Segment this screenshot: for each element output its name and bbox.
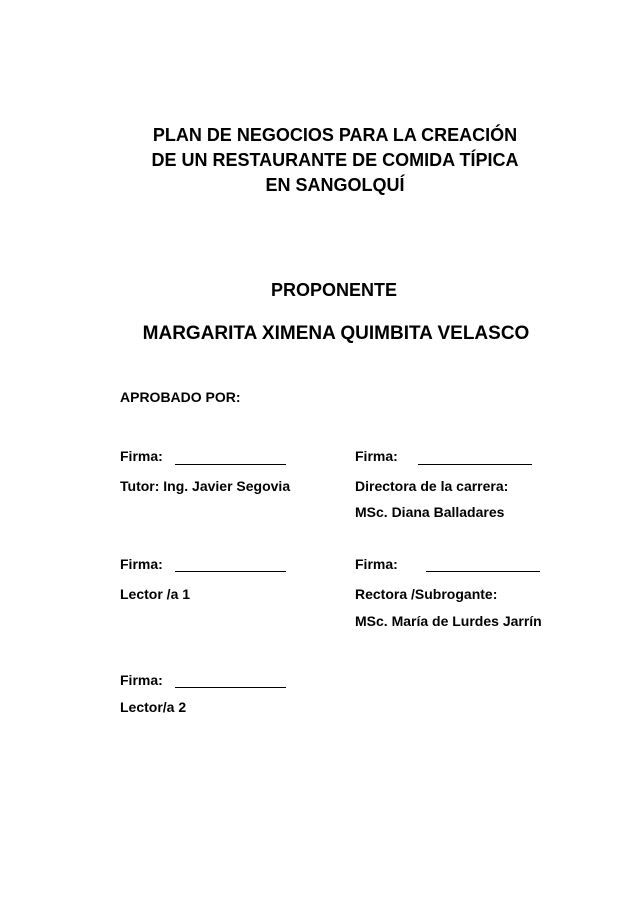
aprobado-por-label: APROBADO POR:: [120, 389, 241, 405]
signature-line-lector1: [175, 571, 286, 572]
signature-line-directora: [418, 464, 532, 465]
rectora-name: MSc. María de Lurdes Jarrín: [355, 613, 542, 629]
lector1-label: Lector /a 1: [120, 586, 191, 602]
signature-line-rectora: [426, 571, 540, 572]
firma-label-lector1: Firma:: [120, 556, 163, 572]
signature-line-tutor: [175, 464, 286, 465]
title-line-1: PLAN DE NEGOCIOS PARA LA CREACIÓN: [152, 125, 518, 145]
firma-label-rectora: Firma:: [355, 556, 398, 572]
firma-label-lector2: Firma:: [120, 672, 163, 688]
proponente-heading: PROPONENTE: [270, 280, 398, 300]
firma-label-tutor: Firma:: [120, 448, 163, 464]
directora-name: MSc. Diana Balladares: [355, 504, 505, 520]
firma-label-directora: Firma:: [355, 448, 398, 464]
directora-role-label: Directora de la carrera:: [355, 478, 509, 494]
signature-line-lector2: [175, 687, 286, 688]
lector2-label: Lector/a 2: [120, 699, 187, 715]
author-name: MARGARITA XIMENA QUIMBITA VELASCO: [142, 323, 530, 344]
tutor-label: Tutor: Ing. Javier Segovia: [120, 478, 291, 494]
rectora-role-label: Rectora /Subrogante:: [355, 586, 498, 602]
title-line-3: EN SANGOLQUÍ: [265, 175, 405, 195]
title-line-2: DE UN RESTAURANTE DE COMIDA TÍPICA: [151, 150, 519, 170]
document-title: [110, 123, 560, 198]
